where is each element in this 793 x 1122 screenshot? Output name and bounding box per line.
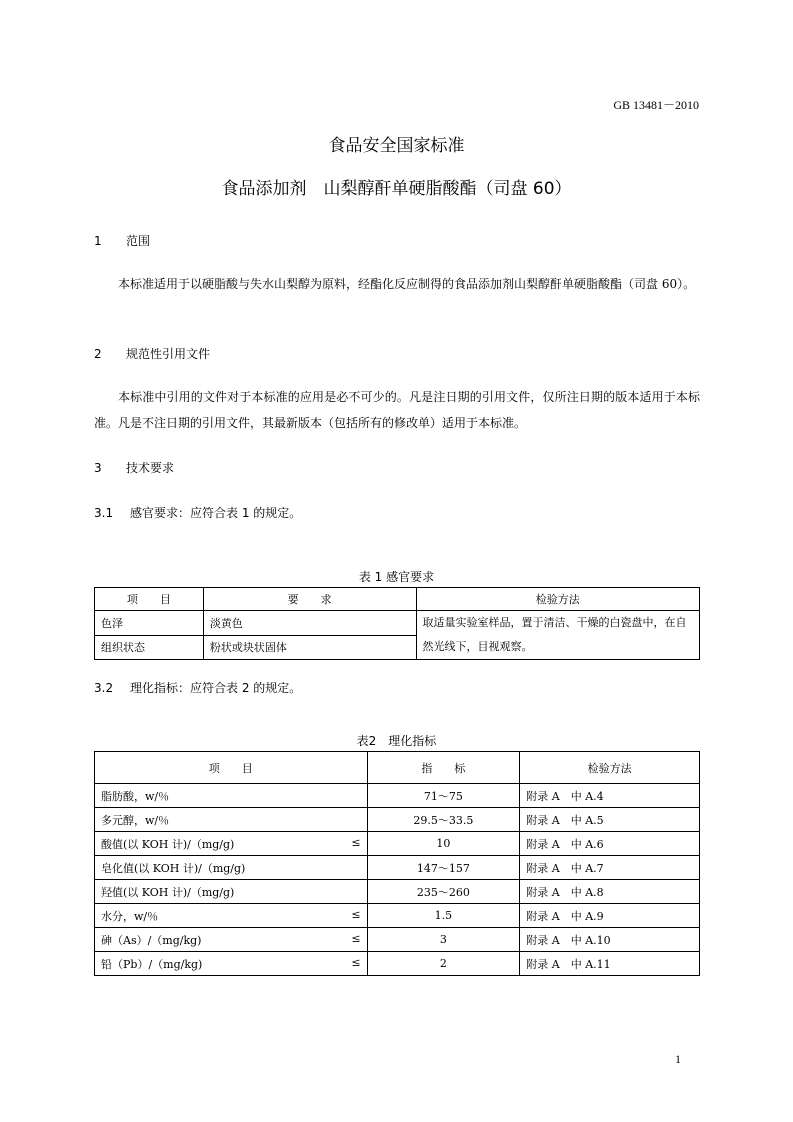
table-row (95, 784, 700, 808)
section-2-text: 本标准中引用的文件对于本标准的应用是必不可少的。凡是注日期的引用文件，仅所注日期的版本适用于本标准。凡是不注日期的引用文件，其最新版本（包括所有的修改单）适用于本标准。 (94, 390, 700, 430)
item-cell (95, 832, 368, 856)
table-header: 要 求 (203, 588, 416, 611)
method-cell: 取适量实验室样品，置于清洁、干燥的白瓷盘中，在自然光线下，目视观察。 (416, 611, 700, 660)
table-row (95, 832, 700, 856)
table-header-row (95, 588, 700, 611)
section-title: 技术要求 (126, 461, 175, 475)
value-cell: 1.5 (367, 904, 520, 928)
method-cell: 附录 A 中 A.6 (520, 832, 700, 856)
item-cell (95, 952, 368, 976)
table-header: 检验方法 (520, 752, 700, 784)
section-number: 3 (94, 461, 102, 475)
value-cell: 2 (367, 952, 520, 976)
item-cell (95, 808, 368, 832)
table2-caption: 表2 理化指标 (356, 734, 437, 748)
item-cell (95, 928, 368, 952)
requirement-cell: 淡黄色 (203, 611, 416, 636)
document-subtitle: 食品添加剂 山梨醇酐单硬脂酸酯（司盘 60） (221, 179, 572, 199)
requirement-cell: 粉状或块状固体 (203, 635, 416, 660)
table-header: 指 标 (367, 752, 520, 784)
section-1-text: 本标准适用于以硬脂酸与失水山梨醇为原料，经酯化反应制得的食品添加剂山梨醇酐单硬脂酸酯（司盘 60）。 (118, 277, 696, 291)
item-label: 羟值(以 KOH 计)/（mg/g) (101, 885, 235, 899)
value-cell: 71～75 (367, 784, 520, 808)
qualifier: ≤ (351, 907, 361, 921)
section-3-heading (94, 459, 174, 476)
table1-sensory (94, 587, 700, 660)
section-number: 2 (94, 347, 102, 361)
method-cell: 附录 A 中 A.11 (520, 952, 700, 976)
page-number: 1 (675, 1052, 681, 1066)
table-header-row (95, 752, 700, 784)
section-1-heading (94, 232, 150, 249)
subsection-3-1 (94, 504, 301, 521)
table2-physicochemical (94, 751, 700, 976)
table-row (95, 928, 700, 952)
table-header: 检验方法 (416, 588, 700, 611)
item-label: 皂化值(以 KOH 计)/（mg/g) (101, 861, 246, 875)
method-cell: 附录 A 中 A.10 (520, 928, 700, 952)
item-label: 多元醇，w/％ (101, 813, 170, 827)
item-label: 铅（Pb）/（mg/kg) (101, 957, 203, 971)
value-cell: 29.5～33.5 (367, 808, 520, 832)
table-row (95, 611, 700, 636)
method-cell: 附录 A 中 A.4 (520, 784, 700, 808)
section-2-heading (94, 345, 210, 362)
item-cell (95, 856, 368, 880)
table1-caption: 表 1 感官要求 (358, 570, 435, 584)
subsection-3-2 (94, 679, 301, 696)
item-cell (95, 880, 368, 904)
value-cell: 10 (367, 832, 520, 856)
method-cell: 附录 A 中 A.9 (520, 904, 700, 928)
table-row (95, 952, 700, 976)
subsection-number: 3.2 (94, 681, 114, 695)
document-title: 食品安全国家标准 (328, 136, 465, 156)
table-row (95, 904, 700, 928)
qualifier: ≤ (351, 835, 361, 849)
value-cell: 235～260 (367, 880, 520, 904)
item-cell (95, 904, 368, 928)
qualifier: ≤ (351, 955, 361, 969)
subsection-number: 3.1 (94, 506, 114, 520)
item-cell (95, 784, 368, 808)
item-cell: 组织状态 (95, 635, 204, 660)
table-header: 项 目 (95, 752, 368, 784)
subsection-text: 理化指标：应符合表 2 的规定。 (130, 681, 302, 695)
item-label: 脂肪酸，w/％ (101, 789, 170, 803)
method-cell: 附录 A 中 A.5 (520, 808, 700, 832)
table-row (95, 880, 700, 904)
qualifier: ≤ (351, 931, 361, 945)
table-row (95, 856, 700, 880)
item-label: 酸值(以 KOH 计)/（mg/g) (101, 837, 235, 851)
value-cell: 147～157 (367, 856, 520, 880)
section-title: 规范性引用文件 (126, 347, 211, 361)
value-cell: 3 (367, 928, 520, 952)
section-title: 范围 (126, 234, 151, 248)
standard-code: GB 13481－2010 (613, 98, 699, 112)
subsection-text: 感官要求：应符合表 1 的规定。 (130, 506, 302, 520)
method-cell: 附录 A 中 A.7 (520, 856, 700, 880)
table-row (95, 808, 700, 832)
item-label: 水分，w/％ (101, 909, 159, 923)
section-number: 1 (94, 234, 102, 248)
item-cell: 色泽 (95, 611, 204, 636)
method-cell: 附录 A 中 A.8 (520, 880, 700, 904)
item-label: 砷（As）/（mg/kg) (101, 933, 202, 947)
table-header: 项 目 (95, 588, 204, 611)
